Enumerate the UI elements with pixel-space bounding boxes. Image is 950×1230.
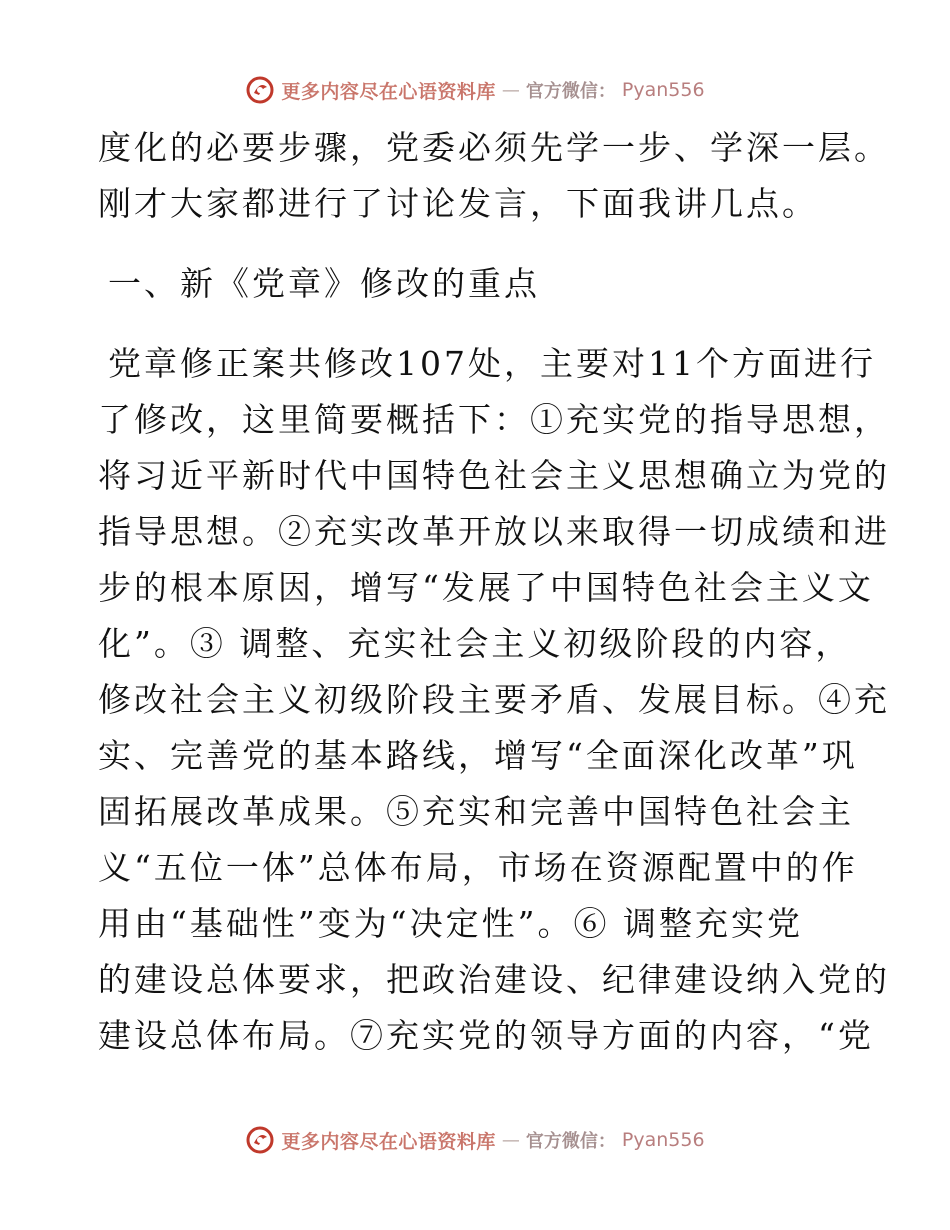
red-swirl-logo-icon	[245, 75, 275, 105]
text-line-2: 刚才大家都进行了讨论发言，下面我讲几点。	[98, 184, 818, 223]
watermark-separator: —	[501, 79, 520, 101]
watermark-account: Pyan556	[621, 79, 705, 101]
document-body	[98, 120, 890, 1064]
text-line-1: 度化的必要步骤，党委必须先学一步、学深一层。	[98, 128, 890, 167]
paragraph-line-13: 建设总体布局。⑦充实党的领导方面的内容，“党	[98, 1016, 874, 1055]
watermark-account: Pyan556	[621, 1129, 705, 1151]
paragraph-line-6: 化”。③ 调整、充实社会主义初级阶段的内容，	[98, 624, 852, 663]
paragraph-line-4: 指导思想。②充实改革开放以来取得一切成绩和进	[98, 512, 890, 551]
paragraph-line-12: 的建设总体要求，把政治建设、纪律建设纳入党的	[98, 960, 890, 999]
header-watermark	[0, 70, 950, 110]
watermark-separator: —	[501, 1129, 520, 1151]
paragraph-line-5: 步的根本原因，增写“发展了中国特色社会主义文	[98, 568, 874, 607]
paragraph-line-3: 将习近平新时代中国特色社会主义思想确立为党的	[98, 456, 890, 495]
paragraph-line-8: 实、完善党的基本路线，增写“全面深化改革”巩	[98, 736, 858, 775]
paragraph-line-2: 了修改，这里简要概括下：①充实党的指导思想，	[98, 400, 890, 439]
paragraph-line-10: 义“五位一体”总体布局，市场在资源配置中的作	[98, 848, 858, 887]
watermark-label: 官方微信：	[525, 81, 616, 102]
red-swirl-logo-icon	[245, 1125, 275, 1155]
watermark-main-text: 更多内容尽在心语资料库	[281, 1130, 496, 1153]
paragraph-line-11: 用由“基础性”变为“决定性”。⑥ 调整充实党	[98, 904, 803, 943]
watermark-main-text: 更多内容尽在心语资料库	[281, 80, 496, 103]
footer-watermark	[0, 1120, 950, 1160]
paragraph-line-1: 党章修正案共修改107处，主要对11个方面进行	[108, 344, 876, 383]
watermark-label: 官方微信：	[525, 1131, 616, 1152]
paragraph-line-7: 修改社会主义初级阶段主要矛盾、发展目标。④充	[98, 680, 890, 719]
paragraph-line-9: 固拓展改革成果。⑤充实和完善中国特色社会主	[98, 792, 854, 831]
section-heading: 一、新《党章》修改的重点	[108, 264, 540, 303]
